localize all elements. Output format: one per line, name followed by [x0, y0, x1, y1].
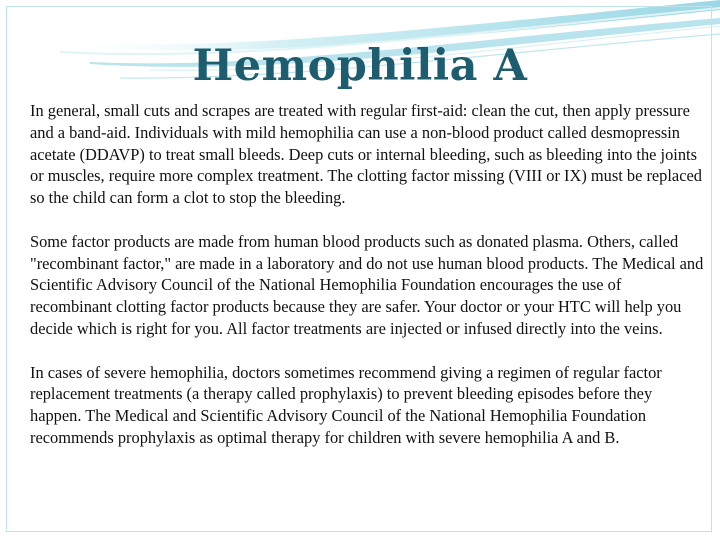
paragraph-treatment: In general, small cuts and scrapes are treated with regular first-aid: clean the cut, then apply pressure and a band-aid. Individuals with mild hemophilia can use a non-blood product called desmopressin acetate (DDAVP) to treat small bleeds. Deep cuts or internal bleeding, such as bleeding into the joints or muscles, require more complex treatment. The clotting factor missing (VIII or IX) must be replaced so the child can form a clot to stop the bleeding.: [30, 101, 702, 208]
slide-title: Hemophilia A: [192, 41, 528, 91]
paragraph-prophylaxis: In cases of severe hemophilia, doctors sometimes recommend giving a regimen of regular factor replacement treatments (a therapy called prophylaxis) to prevent bleeding episodes before they happen. The Medical and Scientific Advisory Council of the National Hemophilia Foundation recommends prophylaxis as optimal therapy for children with severe hemophilia A and B.: [30, 362, 662, 447]
paragraph-factor-products: Some factor products are made from human blood products such as donated plasma. Others, called "recombinant factor," are made in a laboratory and do not use human blood products. The Medical and Scientific Advisory Council of the National Hemophilia Foundation encourages the use of recombinant clotting factor products because they are safer. Your doctor or your HTC will help you decide which is right for you. All factor treatments are injected or infused directly into the veins.: [30, 231, 704, 338]
slide-body: [30, 100, 705, 471]
